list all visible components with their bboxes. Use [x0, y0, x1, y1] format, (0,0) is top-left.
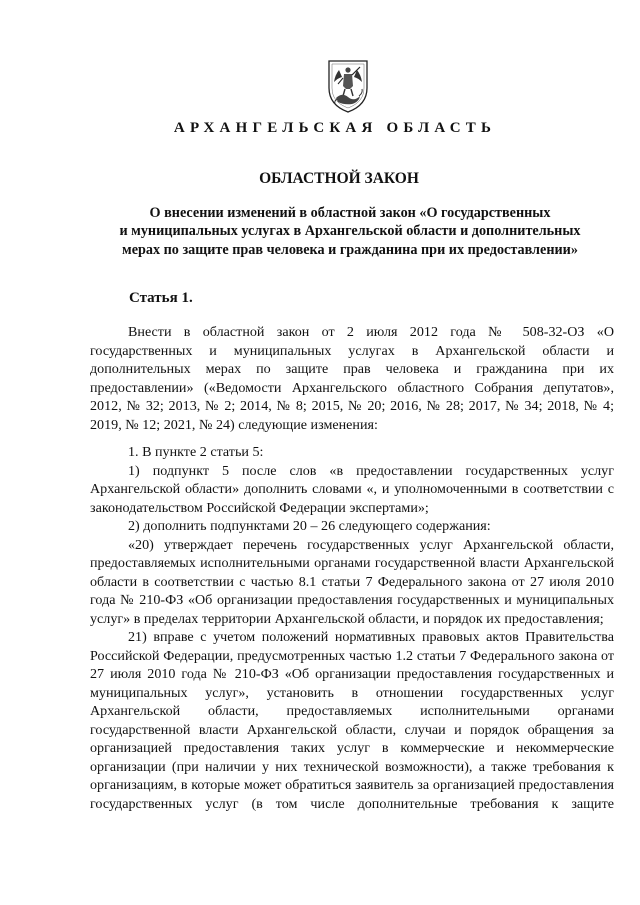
article-heading: Статья 1. [129, 290, 193, 306]
article-paragraph: Внести в областной закон от 2 июля 2012 года № 508-32-ОЗ «О государственных и муниципальных услугах в Архангельской области и дополнительных мерах по защите прав человека и гражданина при их предоставлении» («Ведомости Архангельского областного Собрания депутатов», 2012, № 32; 2013, № 2; 2014, № 8; 2015, № 20; 2016, № 28; 2017, № 34; 2018, № 4; 2019, № 12; 2021, № 24) следующие изменения: [90, 324, 614, 433]
article-paragraph: 2) дополнить подпунктами 20 – 26 следующего содержания: [128, 518, 491, 534]
law-title-line: и муниципальных услугах в Архангельской области и дополнительных [119, 223, 581, 240]
coat-of-arms-icon [326, 58, 370, 114]
region-name: АРХАНГЕЛЬСКАЯ ОБЛАСТЬ [173, 120, 497, 136]
article-paragraph: «20) утверждает перечень государственных услуг Архангельской области, предоставляемых исполнительными органами государственной власти Архангельской области в соответствии с частью 8.1 статьи 7 Федерального закона от 27 июля 2010 года № 210-ФЗ «Об организации предоставления государственных и муниципальных услуг» в пределах территории Архангельской области, и порядок их предоставления; [90, 536, 614, 627]
article-paragraph: 1) подпункт 5 после слов «в предоставлении государственных услуг Архангельской области» дополнить словами «, и уполномоченными в соответствии с законодательством Российской Федерации экспертами»; [90, 462, 614, 516]
law-type: ОБЛАСТНОЙ ЗАКОН [259, 170, 419, 187]
article-paragraph: 21) вправе с учетом положений нормативных правовых актов Правительства Российской Федерации, предусмотренных частью 1.2 статьи 7 Федерального закона от 27 июля 2010 года № 210-ФЗ «Об организации предоставления государственных и муниципальных услуг», установить в отношении государственных услуг Архангельской области, предоставляемых исполнительными органами государственной власти Архангельской области, случаи и порядок обращения за организацией предоставления таких услуг в коммерческие и некоммерческие организации (при наличии у них технической возможности), а также требования к организациям, в которые может обратиться заявитель за организацией предоставления государственных услуг (в том числе дополнительные требования к защите [90, 629, 614, 812]
law-title-line: мерах по защите прав человека и гражданина при их предоставлении» [122, 241, 578, 258]
article-body [90, 323, 614, 813]
article-paragraph: 1. В пункте 2 статьи 5: [128, 444, 264, 460]
law-title-line: О внесении изменений в областной закон «О государственных [149, 205, 551, 221]
law-title [104, 204, 596, 259]
